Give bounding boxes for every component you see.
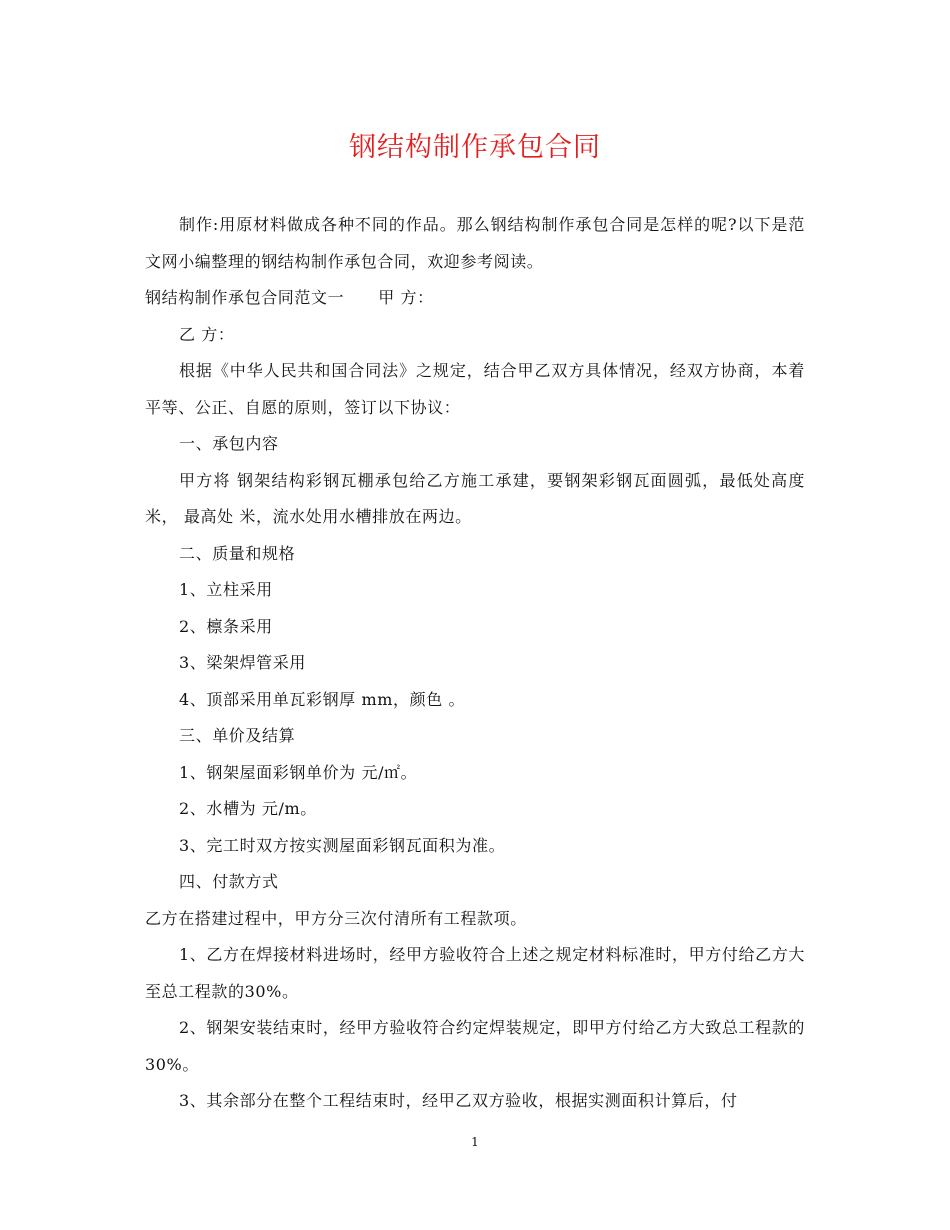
party-a-label: 甲 方：: [378, 288, 434, 307]
paragraph-scope: 甲方将 钢架结构彩钢瓦棚承包给乙方施工承建，要钢架彩钢瓦面圆弧，最低处高度 米， 最高处 米，流水处用水槽排放在两边。: [145, 470, 805, 526]
paragraph-basis: 根据《中华人民共和国合同法》之规定，结合甲乙双方具体情况，经双方协商，本着平等、公正、自愿的原则，签订以下协议：: [145, 361, 805, 417]
list-item: 3、完工时双方按实测屋面彩钢瓦面积为准。: [179, 835, 506, 855]
sample-title: 钢结构制作承包合同范文一: [145, 288, 345, 307]
page-number: 1: [471, 1135, 479, 1149]
document-title: 钢结构制作承包合同: [349, 132, 601, 163]
paragraph-sample-heading: [145, 280, 805, 317]
list-item: 2、水槽为 元/m。: [179, 799, 317, 818]
list-item: 1、立柱采用: [179, 580, 273, 599]
section-heading-3: 三、单价及结算: [179, 726, 296, 745]
party-b-label: 乙 方：: [179, 324, 235, 344]
document-body: [145, 207, 805, 1120]
list-item: 4、顶部采用单瓦彩钢厚 mm，颜色 。: [179, 689, 466, 709]
section-heading-4: 四、付款方式: [179, 872, 279, 891]
section-heading-2: 二、质量和规格: [179, 543, 296, 563]
list-item: 3、其余部分在整个工程结束时，经甲乙双方验收，根据实测面积计算后，付: [179, 1091, 738, 1110]
list-item: 2、钢架安装结束时，经甲方验收符合约定焊装规定，即甲方付给乙方大致总工程款的30%。: [145, 1018, 805, 1074]
paragraph-intro: 制作:用原材料做成各种不同的作品。那么钢结构制作承包合同是怎样的呢?以下是范文网小编整理的钢结构制作承包合同，欢迎参考阅读。: [145, 215, 805, 271]
section-heading-1: 一、承包内容: [179, 434, 279, 453]
list-item: 1、钢架屋面彩钢单价为 元/㎡。: [179, 762, 418, 782]
list-item: 2、檩条采用: [179, 616, 273, 636]
list-item: 1、乙方在焊接材料进场时，经甲方验收符合上述之规定材料标准时，甲方付给乙方大至总工程款的30%。: [145, 945, 805, 1001]
list-item: 3、梁架焊管采用: [179, 653, 306, 672]
paragraph-payment: 乙方在搭建过程中，甲方分三次付清所有工程款项。: [145, 908, 527, 928]
